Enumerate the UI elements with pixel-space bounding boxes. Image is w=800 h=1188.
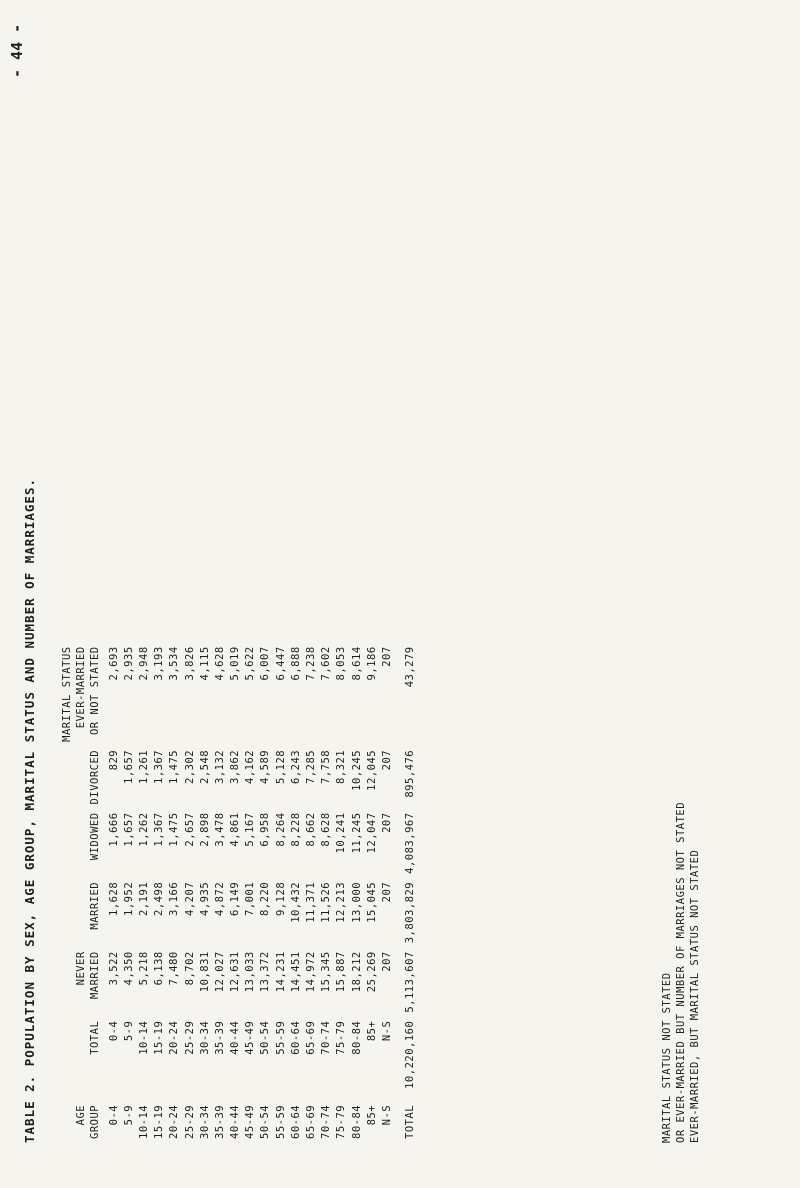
age-group-cell: 50-54	[259, 1104, 272, 1139]
widowed-cell: 2,657	[183, 812, 196, 847]
not-stated-cell: 8,614	[350, 646, 363, 681]
not-stated-cell: 6,447	[274, 646, 287, 681]
age-group-cell: TOTAL	[404, 1104, 417, 1139]
total-male-cell: 5-9	[122, 1020, 135, 1042]
never-married-cell: 7,480	[168, 951, 181, 986]
divorced-cell: 5,128	[274, 749, 287, 784]
widowed-cell: 10,241	[335, 812, 348, 854]
divorced-cell: 2,548	[198, 749, 211, 784]
age-group-cell: N-S	[380, 1104, 393, 1126]
age-group-cell: 75-79	[335, 1104, 348, 1139]
table-row	[273, 642, 288, 1143]
married-cell: 3,166	[168, 881, 181, 916]
widowed-cell: 8,264	[274, 812, 287, 847]
never-married-cell: 18,212	[350, 951, 363, 993]
age-group-cell: 65-69	[305, 1104, 318, 1139]
age-group-cell: 15-19	[153, 1104, 166, 1139]
married-cell: 11,371	[305, 881, 318, 923]
never-married-cell: 12,631	[229, 951, 242, 993]
table-row	[228, 642, 243, 1143]
widowed-cell: 8,628	[320, 812, 333, 847]
age-group-cell: 20-24	[168, 1104, 181, 1139]
table-row	[121, 642, 136, 1143]
married-cell: 11,526	[320, 881, 333, 923]
not-stated-cell: 2,935	[122, 646, 135, 681]
not-stated-cell: 43,279	[404, 646, 417, 688]
age-group-cell: 45-49	[244, 1104, 257, 1139]
widowed-cell: 8,228	[289, 812, 302, 847]
married-cell: 12,213	[335, 881, 348, 923]
page-number: - 44 -	[8, 23, 26, 78]
widowed-cell: 6,958	[259, 812, 272, 847]
married-cell: 7,001	[244, 881, 257, 916]
not-stated-cell: 2,948	[137, 646, 150, 681]
never-married-cell: 8,702	[183, 951, 196, 986]
not-stated-cell: 5,622	[244, 646, 257, 681]
age-group-cell: 35-39	[213, 1104, 226, 1139]
age-group-cell: 70-74	[320, 1104, 333, 1139]
never-married-cell: 14,231	[274, 951, 287, 993]
not-stated-cell: 6,888	[289, 646, 302, 681]
never-married-cell: 13,033	[244, 951, 257, 993]
never-married-cell: 207	[380, 951, 393, 972]
not-stated-cell: 6,007	[259, 646, 272, 681]
age-group-cell: 85+	[365, 1104, 378, 1126]
widowed-cell: 11,245	[350, 812, 363, 854]
married-cell: 9,128	[274, 881, 287, 916]
widowed-cell: 4,083,967	[404, 812, 417, 874]
divorced-cell: 829	[107, 749, 120, 771]
table-title: TABLE 2. POPULATION BY SEX, AGE GROUP, MARITAL STATUS AND NUMBER OF MARRIAGES.	[22, 478, 37, 1143]
note-line: MARITAL STATUS NOT STATED	[661, 972, 673, 1143]
married-cell: 8,220	[259, 881, 272, 916]
divorced-cell: 207	[380, 749, 393, 771]
divorced-cell: 3,862	[229, 749, 242, 784]
widowed-cell: 5,167	[244, 812, 257, 847]
total-male-cell: 70-74	[320, 1020, 333, 1055]
table-row	[243, 642, 258, 1143]
total-male-cell: 55-59	[274, 1020, 287, 1055]
table-notes	[660, 802, 702, 1143]
total-male-cell: 75-79	[335, 1020, 348, 1055]
total-male-cell: 35-39	[213, 1020, 226, 1055]
widowed-cell: 8,662	[305, 812, 318, 847]
never-married-cell: 5,218	[137, 951, 150, 986]
never-married-cell: 15,345	[320, 951, 333, 993]
not-stated-cell: 3,193	[153, 646, 166, 681]
age-group-cell: 40-44	[229, 1104, 242, 1139]
total-male-cell: N-S	[380, 1020, 393, 1042]
divorced-cell: 4,162	[244, 749, 257, 784]
total-male-cell: 10,220,160	[404, 1020, 417, 1089]
widowed-cell: 3,478	[213, 812, 226, 847]
not-stated-cell: 7,602	[320, 646, 333, 681]
age-group-cell: 80-84	[350, 1104, 363, 1139]
total-male-cell: 10-14	[137, 1020, 150, 1055]
married-cell: 10,432	[289, 881, 302, 923]
never-married-cell: 13,372	[259, 951, 272, 993]
total-male-header: TOTAL	[89, 1020, 101, 1055]
not-stated-cell: 207	[380, 646, 393, 667]
total-male-cell: 80-84	[350, 1020, 363, 1055]
widowed-header: WIDOWED	[89, 812, 101, 861]
table-row	[258, 642, 273, 1143]
widowed-cell: 1,262	[137, 812, 150, 847]
divorced-cell: 1,657	[122, 749, 135, 784]
never-married-cell: 14,451	[289, 951, 302, 993]
table-row	[288, 642, 303, 1143]
married-cell: 207	[380, 881, 393, 903]
divorced-cell: 10,245	[350, 749, 363, 791]
age-group-cell: 10-14	[137, 1104, 150, 1139]
never-married-cell: 3,522	[107, 951, 120, 986]
widowed-cell: 12,047	[365, 812, 378, 854]
never-married-cell: 10,831	[198, 951, 211, 993]
table-row	[349, 642, 364, 1143]
divorced-cell: 12,045	[365, 749, 378, 791]
table-row	[212, 642, 227, 1143]
married-cell: 4,872	[213, 881, 226, 916]
not-stated-cell: 8,053	[335, 646, 348, 681]
total-row	[395, 642, 418, 1143]
divorced-cell: 1,261	[137, 749, 150, 784]
never-married-header: NEVER MARRIED	[75, 951, 101, 1000]
table-row	[319, 642, 334, 1143]
total-male-cell: 45-49	[244, 1020, 257, 1055]
widowed-cell: 1,666	[107, 812, 120, 847]
never-married-cell: 5,113,607	[404, 951, 417, 1013]
not-stated-cell: 2,693	[107, 646, 120, 681]
total-male-cell: 85+	[365, 1020, 378, 1042]
married-cell: 13,000	[350, 881, 363, 923]
never-married-cell: 4,350	[122, 951, 135, 986]
table-row	[334, 642, 349, 1143]
married-header: MARRIED	[89, 881, 101, 930]
married-cell: 15,045	[365, 881, 378, 923]
table-row	[364, 642, 379, 1143]
widowed-cell: 1,475	[168, 812, 181, 847]
married-cell: 6,149	[229, 881, 242, 916]
married-cell: 2,498	[153, 881, 166, 916]
divorced-header: DIVORCED	[89, 749, 101, 805]
divorced-cell: 2,302	[183, 749, 196, 784]
total-male-cell: 15-19	[153, 1020, 166, 1055]
age-group-cell: 5-9	[122, 1104, 135, 1126]
not-stated-cell: 3,826	[183, 646, 196, 681]
married-cell: 1,952	[122, 881, 135, 916]
married-cell: 1,628	[107, 881, 120, 916]
total-male-cell: 65-69	[305, 1020, 318, 1055]
never-married-cell: 15,887	[335, 951, 348, 993]
not-stated-cell: 4,115	[198, 646, 211, 681]
age-group-cell: 30-34	[198, 1104, 211, 1139]
married-cell: 2,191	[137, 881, 150, 916]
divorced-cell: 1,475	[168, 749, 181, 784]
never-married-cell: 25,269	[365, 951, 378, 993]
total-male-cell: 30-34	[198, 1020, 211, 1055]
divorced-cell: 7,285	[305, 749, 318, 784]
widowed-cell: 1,367	[153, 812, 166, 847]
divorced-cell: 8,321	[335, 749, 348, 784]
table-row	[303, 642, 318, 1143]
table-row	[379, 642, 394, 1143]
widowed-cell: 1,657	[122, 812, 135, 847]
divorced-cell: 3,132	[213, 749, 226, 784]
age-group-cell: 60-64	[289, 1104, 302, 1139]
age-group-cell: 0-4	[107, 1104, 120, 1126]
not-stated-cell: 3,534	[168, 646, 181, 681]
table-body	[106, 642, 418, 1143]
total-male-cell: 0-4	[107, 1020, 120, 1042]
table-row	[167, 642, 182, 1143]
total-male-cell: 50-54	[259, 1020, 272, 1055]
header-row	[60, 642, 106, 1143]
divorced-cell: 1,367	[153, 749, 166, 784]
total-male-cell: 40-44	[229, 1020, 242, 1055]
never-married-cell: 12,027	[213, 951, 226, 993]
note-line: EVER-MARRIED, BUT MARITAL STATUS NOT STATED	[689, 849, 701, 1143]
note-line: OR EVER-MARRIED BUT NUMBER OF MARRIAGES NOT STATED	[675, 801, 687, 1143]
never-married-cell: 14,972	[305, 951, 318, 993]
widowed-cell: 2,898	[198, 812, 211, 847]
never-married-cell: 6,138	[153, 951, 166, 986]
widowed-cell: 207	[380, 812, 393, 833]
population-table	[60, 642, 418, 1143]
table-row	[197, 642, 212, 1143]
table-row	[182, 642, 197, 1143]
age-group-cell: 55-59	[274, 1104, 287, 1139]
divorced-cell: 895,476	[404, 749, 417, 798]
not-stated-header: MARITAL STATUS EVER-MARRIED OR NOT STATED	[61, 646, 101, 742]
total-male-cell: 25-29	[183, 1020, 196, 1055]
total-male-cell: 60-64	[289, 1020, 302, 1055]
divorced-cell: 4,589	[259, 749, 272, 784]
not-stated-cell: 7,238	[305, 646, 318, 681]
total-male-cell: 20-24	[168, 1020, 181, 1055]
table-row	[152, 642, 167, 1143]
widowed-cell: 4,861	[229, 812, 242, 847]
not-stated-cell: 4,628	[213, 646, 226, 681]
not-stated-cell: 5,019	[229, 646, 242, 681]
age-group-header: AGE GROUP	[75, 1104, 101, 1139]
married-cell: 3,803,829	[404, 881, 417, 944]
married-cell: 4,935	[198, 881, 211, 916]
divorced-cell: 6,243	[289, 749, 302, 784]
age-group-cell: 25-29	[183, 1104, 196, 1139]
table-row	[106, 642, 121, 1143]
married-cell: 4,207	[183, 881, 196, 916]
divorced-cell: 7,758	[320, 749, 333, 784]
not-stated-cell: 9,186	[365, 646, 378, 681]
table-row	[136, 642, 151, 1143]
